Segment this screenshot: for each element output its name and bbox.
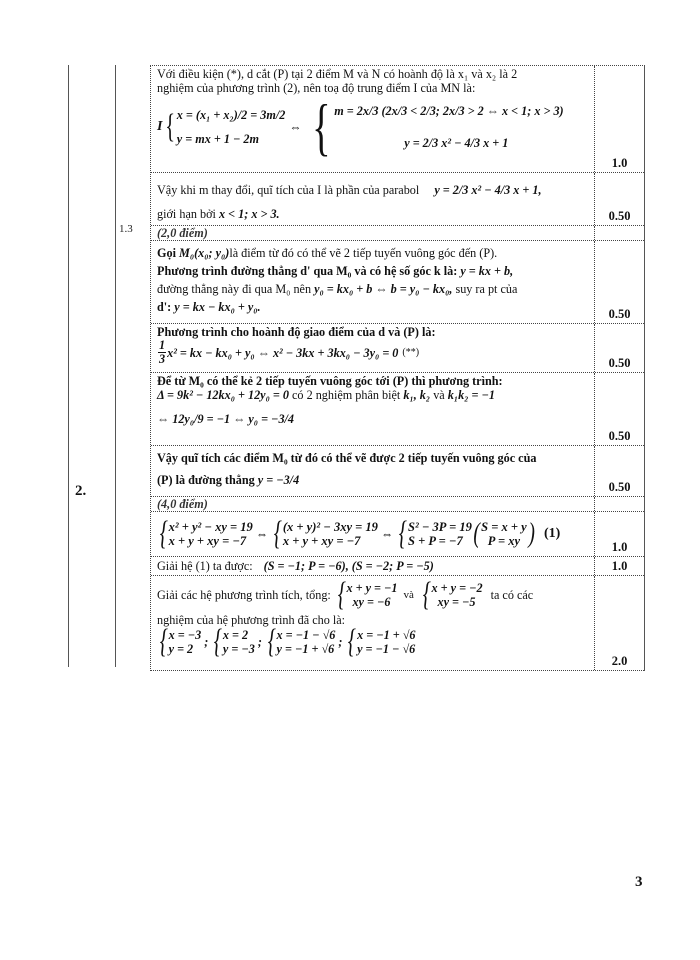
equation-tag: (1) (543, 525, 561, 541)
equation: x² + y² − xy = 19 (168, 519, 253, 534)
row-content (151, 173, 594, 225)
equation: y = 2 (168, 642, 194, 656)
equation-system (211, 623, 255, 660)
equation-tag: (**) (402, 346, 420, 358)
score-cell: 0.50 (594, 241, 644, 323)
text-line: (P) là đường thẳng (157, 473, 255, 487)
equation: x = −3 (168, 628, 202, 642)
denominator: 3 (159, 352, 166, 366)
equation-system (345, 623, 416, 660)
score-cell: 0.50 (594, 446, 644, 496)
text-line: Phương trình cho hoành độ giao điểm của d và (P) là: (157, 325, 436, 339)
table-row (151, 557, 644, 576)
text-line: Vậy khi m thay đổi, quĩ tích của I là phần của parabol (157, 183, 420, 197)
score-cell (594, 497, 644, 511)
row-content (151, 373, 594, 445)
row-content (151, 241, 594, 323)
equation-block (157, 339, 590, 366)
equation: y = −1 − √6 (357, 642, 416, 656)
brace-icon: { (422, 576, 431, 613)
equation: y = −3 (222, 642, 255, 656)
column-border-left (68, 65, 69, 667)
equation: k₁, k₂ (403, 388, 431, 402)
page-number: 3 (635, 874, 643, 890)
equation: m = 2x/3 (2x/3 < 2/3; 2x/3 > 2 ⇔ x < 1; x > 3) (334, 104, 564, 118)
equation: y = kx − kx₀ + y₀. (174, 300, 261, 314)
equation: x = (x₁ + x₂)/2 = 3m/2 (176, 108, 286, 122)
text-line: đường thẳng này đi qua M₀ nên (157, 282, 312, 296)
equation-system (396, 514, 472, 552)
table-row (151, 576, 644, 671)
text-line: và (403, 589, 414, 601)
score-cell: 1.0 (594, 557, 644, 575)
text-line: Để từ M₀ có thể kẻ 2 tiếp tuyến vuông góc tới (P) thì phương trình: (157, 374, 503, 388)
equation: x + y = −2 (431, 581, 483, 595)
text-line: nghiệm của hệ phương trình đã cho là: (157, 613, 346, 627)
brace-icon: { (267, 623, 276, 660)
eq-label: I (157, 119, 163, 134)
table-row (151, 226, 644, 241)
text-line: là điểm từ đó có thể vẽ 2 tiếp tuyến vuông góc đến (P). (229, 246, 498, 260)
equivalence-symbol: ⇔ (289, 120, 302, 134)
brace-icon: { (311, 91, 331, 162)
text-line: Giải các hệ phương trình tích, tổng: (157, 588, 331, 602)
brace-icon: { (214, 623, 223, 660)
points-label: (4,0 điểm) (157, 497, 208, 511)
equivalence-symbol: ⇔ (255, 526, 269, 541)
table-row (151, 66, 644, 173)
brace-icon: { (348, 623, 357, 660)
equation: M₀(x₀; y₀) (179, 246, 230, 260)
row-content (151, 512, 594, 556)
equation: k₁k₂ = −1 (447, 388, 495, 402)
equation: xy = −6 (352, 595, 391, 609)
equation: y = kx + b, (460, 264, 514, 278)
brace-icon: { (337, 576, 346, 613)
paren-open-icon: ( (473, 517, 480, 549)
points-label: (2,0 điểm) (157, 226, 208, 240)
row-content (151, 446, 594, 496)
equation: y₀ = kx₀ + b ⇔ b = y₀ − kx₀, (314, 282, 453, 296)
text-line: Với điều kiện (*), d cắt (P) tại 2 điểm M và N có hoành độ là x₁ và x₂ là 2 (157, 67, 518, 81)
table-row (151, 373, 644, 446)
equation-system (157, 623, 202, 660)
text-line: Phương trình đường thẳng d' qua M₀ và có hệ số góc k là: (157, 264, 458, 278)
equation: (x + y)² − 3xy = 19 (282, 519, 378, 534)
score-cell: 0.50 (594, 173, 644, 225)
equation-system (157, 514, 253, 552)
score-cell: 0.50 (594, 324, 644, 372)
table-row (151, 324, 644, 373)
equation: x = 2 (222, 628, 249, 642)
equation: S² − 3P = 19 (408, 519, 472, 534)
equation-system (335, 576, 398, 613)
table-row (151, 173, 644, 226)
text-line: d': (157, 300, 172, 314)
equivalence-symbol: ⇔ (380, 526, 394, 541)
equation: x = −1 − √6 (276, 628, 336, 642)
separator: ; (338, 635, 343, 649)
score-cell: 1.0 (594, 512, 644, 556)
score-cell (594, 226, 644, 240)
text-line: và (433, 388, 445, 402)
brace-icon: { (159, 623, 168, 660)
equation-system (271, 514, 378, 552)
text-line: nghiệm của phương trình (2), nên toạ độ trung điểm I của MN là: (157, 81, 476, 95)
numerator: 1 (159, 338, 166, 352)
equation: xy = −5 (437, 595, 476, 609)
score-cell: 0.50 (594, 373, 644, 445)
equation: P = xy (487, 533, 521, 548)
equation: S = x + y (481, 519, 527, 534)
brace-icon: { (274, 514, 283, 552)
row-content (151, 66, 594, 172)
text-line: Giải hệ (1) ta được: (157, 559, 253, 573)
equation-system (265, 623, 336, 660)
brace-icon: { (165, 108, 176, 145)
equation-system (162, 108, 285, 146)
equation: S + P = −7 (408, 533, 463, 548)
column-border-middle (115, 65, 116, 667)
equation: y = 2/3 x² − 4/3 x + 1, (434, 183, 542, 197)
answer-table (150, 65, 645, 671)
text-line: suy ra pt của (455, 282, 518, 296)
score-cell: 1.0 (594, 66, 644, 172)
score-cell: 2.0 (594, 576, 644, 670)
separator: ; (204, 635, 209, 649)
equation: x² = kx − kx₀ + y₀ ⇔ x² − 3kx + 3kx₀ − 3y₀ = 0 (167, 345, 399, 360)
row-content (151, 324, 594, 372)
text-line: Vậy quĩ tích các điểm M₀ từ đó có thể vẽ được 2 tiếp tuyến vuông góc của (157, 451, 537, 465)
equation: x + y = −1 (346, 581, 398, 595)
equation: Δ = 9k² − 12kx₀ + 12y₀ = 0 (157, 388, 289, 402)
table-row (151, 241, 644, 324)
fraction (158, 339, 166, 366)
paren-close-icon: ) (528, 517, 535, 549)
equation: (S = −1; P = −6), (S = −2; P = −5) (263, 559, 434, 573)
equation: x < 1; x > 3. (218, 207, 280, 221)
text-line: Gọi (157, 246, 176, 260)
equation: y = mx + 1 − 2m (176, 132, 259, 146)
equation: y = −1 + √6 (276, 642, 335, 656)
text-line: giới hạn bởi (157, 207, 216, 221)
equation-system (420, 576, 483, 613)
text-line: ta có các (490, 588, 534, 602)
equation: y = 2/3 x² − 4/3 x + 1 (404, 136, 509, 150)
equation: x = −1 + √6 (357, 628, 416, 642)
row-content (151, 576, 594, 670)
equation: ⇔ 12y₀/9 = −1 ⇔ y₀ = −3/4 (157, 412, 295, 426)
table-row (151, 512, 644, 557)
separator: ; (257, 635, 262, 649)
equation: y = −3/4 (257, 473, 300, 487)
equation-system (306, 91, 564, 162)
text-line: có 2 nghiệm phân biệt (292, 388, 401, 402)
solutions-block (157, 623, 590, 660)
table-row (151, 497, 644, 512)
equation: x + y + xy = −7 (282, 533, 361, 548)
table-row (151, 446, 644, 497)
question-label: 2. (75, 483, 87, 499)
equation: x + y + xy = −7 (168, 533, 247, 548)
equation-block (157, 91, 590, 162)
sub-question-label: 1.3 (119, 223, 133, 235)
brace-icon: { (399, 514, 408, 552)
brace-icon: { (159, 514, 168, 552)
row-content (151, 557, 594, 575)
